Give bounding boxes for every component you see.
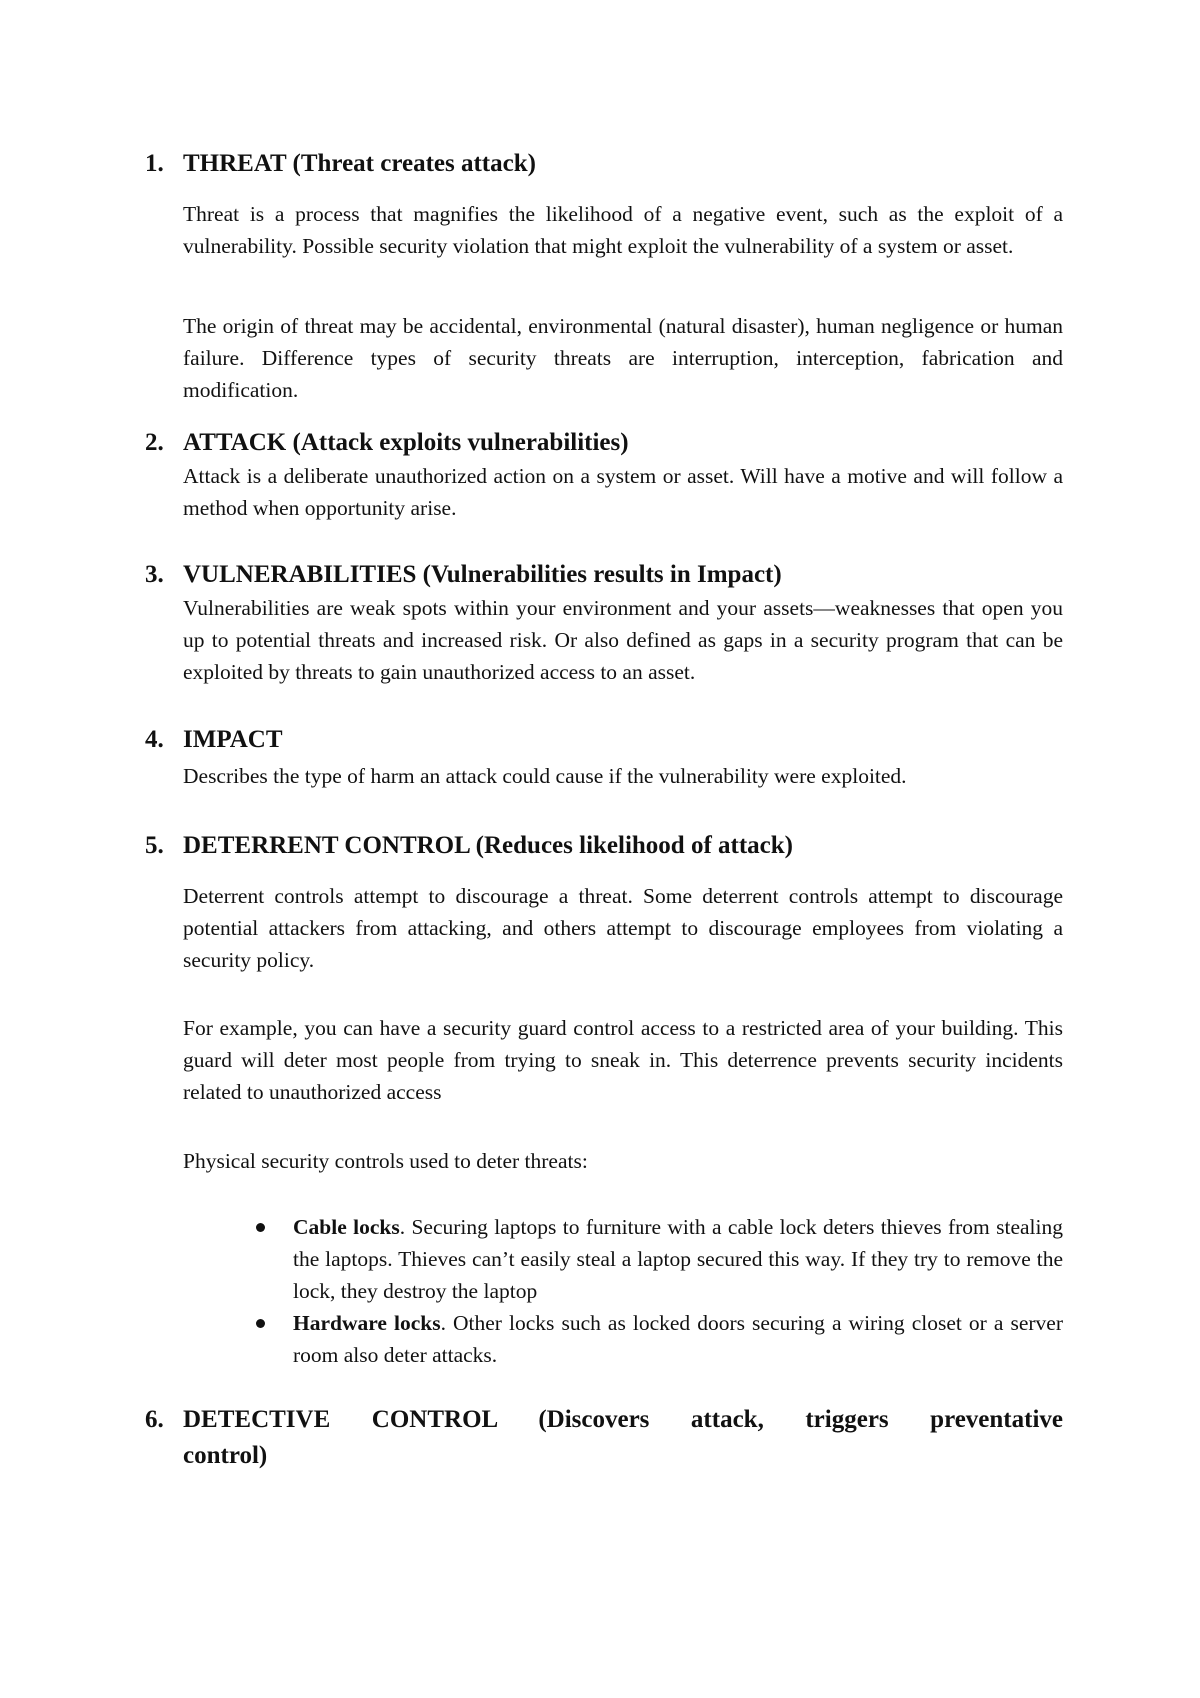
section-5-paragraph-1: Deterrent controls attempt to discourage a threat. Some deterrent controls attempt to discourage potential attackers from attacking, and others attempt to discourage employees from violating a security policy. [183, 884, 1063, 972]
section-5-number: 5. [145, 832, 164, 859]
section-6-number: 6. [145, 1406, 164, 1433]
section-4-title: IMPACT [183, 726, 283, 753]
section-1-number: 1. [145, 150, 164, 177]
section-3-number: 3. [145, 561, 164, 588]
section-2-number: 2. [145, 429, 164, 456]
bullet-icon [256, 1319, 265, 1328]
section-4-paragraph-1: Describes the type of harm an attack could cause if the vulnerability were exploited. [183, 764, 907, 788]
section-5-paragraph-3: Physical security controls used to deter threats: [183, 1149, 588, 1173]
bullet-item-hardware-locks [293, 1307, 1063, 1371]
section-1-title: THREAT (Threat creates attack) [183, 150, 536, 177]
section-1-paragraph-1: Threat is a process that magnifies the likelihood of a negative event, such as the exploit of a vulnerability. Possible security violation that might exploit the vulnerability of a system or asset. [183, 202, 1063, 258]
bullet-icon [256, 1223, 265, 1232]
section-4-number: 4. [145, 726, 164, 753]
bullet-term: Cable locks [293, 1215, 400, 1239]
section-1-paragraph-2: The origin of threat may be accidental, environmental (natural disaster), human negligence or human failure. Difference types of security threats are interruption, interception, fabrication and modification. [183, 314, 1063, 402]
bullet-text: . Other locks such as locked doors securing a wiring closet or a server room also deter attacks. [293, 1311, 1063, 1367]
bullet-term: Hardware locks [293, 1311, 441, 1335]
section-3-title: VULNERABILITIES (Vulnerabilities results in Impact) [183, 561, 782, 588]
section-6-title-line-1: DETECTIVE CONTROL (Discovers attack, triggers preventative [183, 1406, 1063, 1433]
section-5-paragraph-2: For example, you can have a security guard control access to a restricted area of your building. This guard will deter most people from trying to sneak in. This deterrence prevents security incidents related to unauthorized access [183, 1016, 1063, 1104]
bullet-item-cable-locks [293, 1211, 1063, 1307]
section-5-title: DETERRENT CONTROL (Reduces likelihood of attack) [183, 832, 794, 859]
bullet-text: . Securing laptops to furniture with a cable lock deters thieves from stealing the laptops. Thieves can’t easily steal a laptop secured this way. If they try to remove the lock, they destroy the laptop [293, 1215, 1064, 1303]
section-2-title: ATTACK (Attack exploits vulnerabilities) [183, 429, 629, 456]
section-2-paragraph-1: Attack is a deliberate unauthorized action on a system or asset. Will have a motive and will follow a method when opportunity arise. [183, 464, 1063, 520]
section-3-paragraph-1: Vulnerabilities are weak spots within your environment and your assets—weaknesses that open you up to potential threats and increased risk. Or also defined as gaps in a security program that can be exploited by threats to gain unauthorized access to an asset. [183, 596, 1063, 684]
section-6-title-line-2: control) [183, 1442, 268, 1469]
